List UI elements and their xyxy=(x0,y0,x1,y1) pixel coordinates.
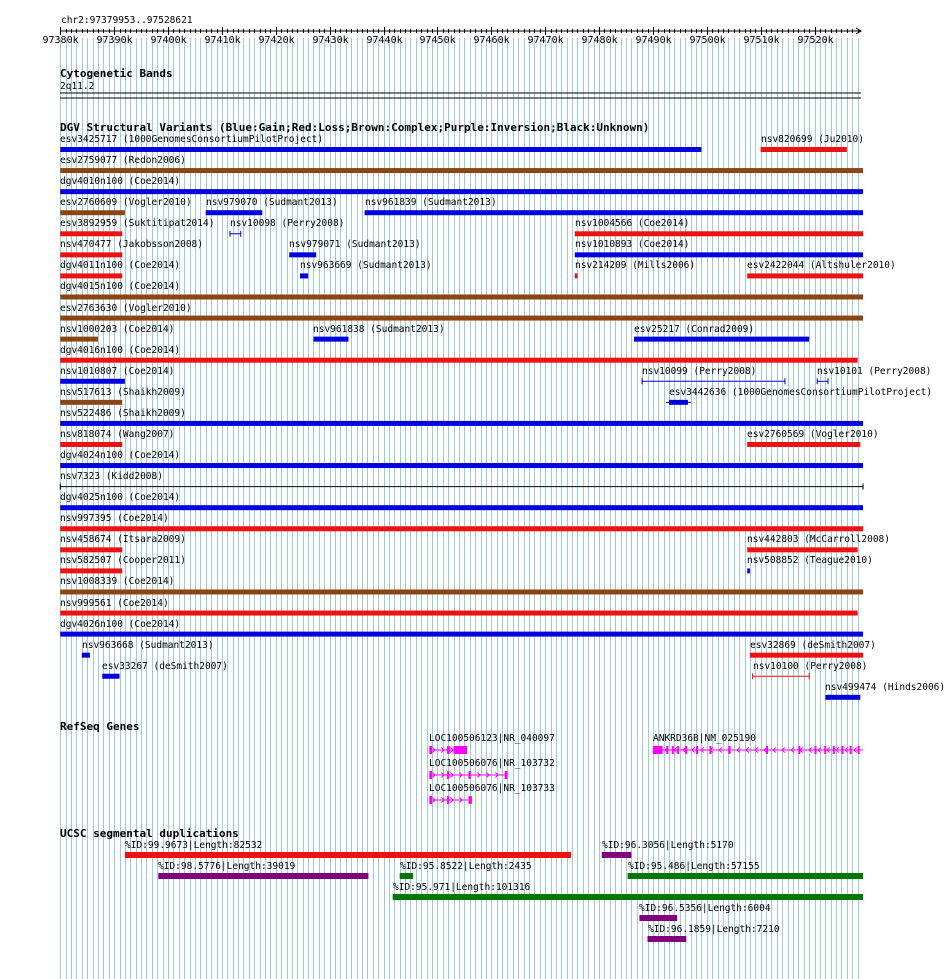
ruler-tick-label: 97420k xyxy=(258,35,295,46)
ruler-tick-label: 97390k xyxy=(96,35,133,46)
feature-label: esv3442636 (1000GenomesConsortiumPilotProject) xyxy=(669,386,933,398)
feature-label: esv3892959 (Suktitipat2014) xyxy=(60,218,215,230)
feature-label: nsv7323 (Kidd2008) xyxy=(60,471,163,483)
cytoband-label: 2q11.2 xyxy=(60,81,95,92)
feature-label: nsv963669 (Sudmant2013) xyxy=(300,260,432,272)
feature-label: nsv10100 (Perry2008) xyxy=(753,660,868,672)
ruler-tick-label: 97520k xyxy=(797,35,834,46)
gene-label: LOC100506076|NR_103732 xyxy=(429,758,555,769)
feature-label: dgv4011n100 (Coe2014) xyxy=(60,260,181,272)
feature-label: esv2760569 (Vogler2010) xyxy=(747,428,879,440)
feature-label: esv25217 (Conrad2009) xyxy=(634,323,755,335)
feature-label: nsv961839 (Sudmant2013) xyxy=(365,197,497,209)
ruler-tick-label: 97410k xyxy=(204,35,241,46)
feature-label: nsv10098 (Perry2008) xyxy=(230,218,345,230)
feature-label: nsv508852 (Teague2010) xyxy=(747,555,873,567)
feature-label: nsv1004566 (Coe2014) xyxy=(575,218,690,230)
gene-label: ANKRD36B|NM_025190 xyxy=(653,733,756,744)
segdup-track-title[interactable]: UCSC segmental duplications xyxy=(60,827,239,840)
feature-label: nsv522486 (Shaikh2009) xyxy=(60,407,186,419)
ruler-tick-label: 97510k xyxy=(743,35,780,46)
feature-label: dgv4024n100 (Coe2014) xyxy=(60,450,181,462)
feature-label: nsv499474 (Hinds2006) xyxy=(825,681,945,693)
ruler-tick-label: 97470k xyxy=(527,35,564,46)
feature-label: nsv820699 (Ju2010) xyxy=(761,134,864,145)
ruler-tick-label: 97480k xyxy=(581,35,618,46)
feature-label: esv2760609 (Vogler2010) xyxy=(60,197,192,209)
feature-label: nsv10101 (Perry2008) xyxy=(817,365,932,377)
refseq-track-title[interactable]: RefSeq Genes xyxy=(60,720,140,733)
feature-label: nsv963668 (Sudmant2013) xyxy=(82,639,214,651)
feature-label: dgv4026n100 (Coe2014) xyxy=(60,618,181,630)
feature-label: nsv10099 (Perry2008) xyxy=(642,365,757,377)
feature-label: nsv979070 (Sudmant2013) xyxy=(206,197,338,209)
dgv-track-title[interactable]: DGV Structural Variants (Blue:Gain;Red:Loss;Brown:Complex;Purple:Inversion;Black:Unknown) xyxy=(60,121,650,134)
feature-label: %ID:96.5356|Length:6004 xyxy=(639,903,771,914)
feature-label: esv32869 (deSmith2007) xyxy=(750,639,876,651)
ruler-tick-label: 97450k xyxy=(419,35,456,46)
feature-label: %ID:96.1859|Length:7210 xyxy=(648,924,780,935)
feature-label: nsv458674 (Itsara2009) xyxy=(60,534,186,546)
feature-label: dgv4025n100 (Coe2014) xyxy=(60,492,181,504)
gene-label: LOC100506123|NR_040097 xyxy=(429,733,555,744)
feature-label: esv3425717 (1000GenomesConsortiumPilotProject) xyxy=(60,134,324,145)
feature-label: nsv997395 (Coe2014) xyxy=(60,513,169,525)
feature-label: nsv470477 (Jakobsson2008) xyxy=(60,239,203,251)
ruler-tick-label: 97440k xyxy=(366,35,403,46)
feature-label: nsv582507 (Cooper2011) xyxy=(60,555,186,567)
ruler-tick-label: 97430k xyxy=(312,35,349,46)
feature-label: %ID:95.971|Length:101316 xyxy=(393,882,531,893)
feature-label: dgv4010n100 (Coe2014) xyxy=(60,176,181,188)
feature-label: esv2759077 (Redon2006) xyxy=(60,155,186,167)
feature-label: nsv1010893 (Coe2014) xyxy=(575,239,690,251)
feature-label: %ID:95.486|Length:57155 xyxy=(628,861,760,872)
feature-label: esv2763630 (Vogler2010) xyxy=(60,302,192,314)
feature-label: %ID:98.5776|Length:39019 xyxy=(158,861,296,872)
feature-label: nsv999561 (Coe2014) xyxy=(60,597,169,609)
ruler-tick-label: 97490k xyxy=(635,35,672,46)
feature-label: esv33267 (deSmith2007) xyxy=(102,660,228,672)
ruler-tick-label: 97460k xyxy=(473,35,510,46)
ruler-tick-label: 97380k xyxy=(42,35,79,46)
feature-label: nsv1000203 (Coe2014) xyxy=(60,323,175,335)
ruler-tick-label: 97400k xyxy=(150,35,187,46)
gene-label: LOC100506076|NR_103733 xyxy=(429,783,555,794)
feature-label: nsv961838 (Sudmant2013) xyxy=(313,323,445,335)
feature-label: nsv979071 (Sudmant2013) xyxy=(289,239,421,251)
feature-label: nsv1010807 (Coe2014) xyxy=(60,365,175,377)
feature-label: %ID:96.3056|Length:5170 xyxy=(602,840,734,851)
feature-label: nsv1008339 (Coe2014) xyxy=(60,576,175,588)
ruler-tick-label: 97500k xyxy=(689,35,726,46)
feature-label: esv2422044 (Altshuler2010) xyxy=(747,260,896,272)
feature-label: nsv442803 (McCarroll2008) xyxy=(747,534,890,546)
feature-label: %ID:99.9673|Length:82532 xyxy=(125,840,263,851)
feature-label: nsv214209 (Mills2006) xyxy=(575,260,696,272)
cytoband-track-title[interactable]: Cytogenetic Bands xyxy=(60,67,173,80)
feature-label: nsv517613 (Shaikh2009) xyxy=(60,386,186,398)
feature-label: %ID:95.8522|Length:2435 xyxy=(400,861,532,872)
feature-label: dgv4016n100 (Coe2014) xyxy=(60,344,181,356)
feature-label: dgv4015n100 (Coe2014) xyxy=(60,281,181,293)
feature-label: nsv818074 (Wang2007) xyxy=(60,428,175,440)
position-label: chr2:97379953..97528621 xyxy=(61,15,193,26)
